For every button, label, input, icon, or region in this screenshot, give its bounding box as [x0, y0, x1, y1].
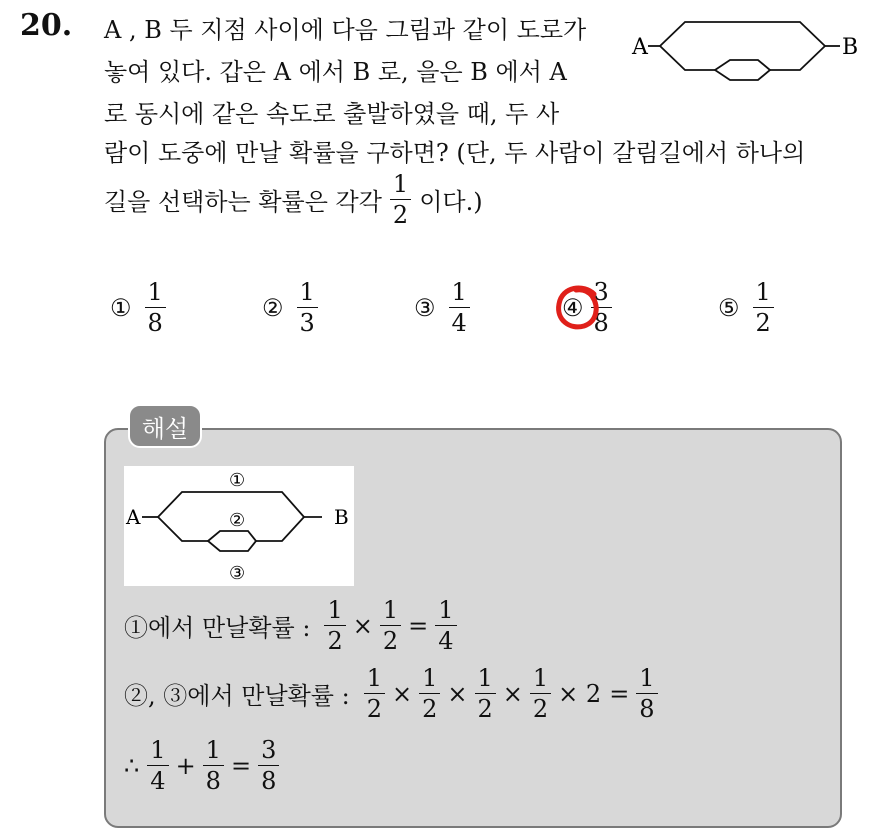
- denominator: 2: [475, 693, 496, 721]
- therefore-symbol: ∴: [124, 751, 140, 780]
- numerator: 1: [422, 664, 438, 692]
- road-diagram: [630, 14, 870, 84]
- choice-5-numerator: 1: [755, 278, 771, 306]
- choice-2-fraction: [297, 280, 318, 335]
- fraction-numerator: 1: [392, 170, 409, 198]
- fraction-denominator: 2: [390, 199, 411, 227]
- road-label-b: B: [842, 35, 859, 60]
- solution-road-diagram: [124, 466, 354, 586]
- choice-2-numerator: 1: [299, 278, 315, 306]
- denominator: 8: [636, 693, 657, 721]
- equals-sign: =: [609, 679, 630, 708]
- solution-tab: 해설: [128, 404, 202, 448]
- solution-line-2-prefix: ②, ③에서 만날확률 :: [124, 682, 350, 710]
- fraction: [419, 666, 440, 721]
- fraction: [636, 666, 657, 721]
- numerator: 1: [366, 664, 382, 692]
- denominator: 8: [258, 765, 279, 793]
- fraction: [364, 666, 385, 721]
- solution-label-b: B: [334, 505, 349, 529]
- denominator: 2: [380, 625, 401, 653]
- choice-1-numerator: 1: [147, 278, 163, 306]
- question-fraction: [390, 172, 411, 227]
- question-text-line-4: 람이 도중에 만날 확률을 구하면? (단, 두 사람이 갈림길에서 하나의: [104, 139, 806, 167]
- choice-4-mark: ④: [562, 293, 584, 322]
- operator: +: [175, 751, 196, 780]
- solution-line-1: [124, 598, 460, 653]
- choice-4-denominator: 8: [591, 307, 612, 335]
- numerator: 3: [261, 736, 277, 764]
- operator: × 2: [558, 679, 602, 708]
- denominator: 2: [324, 625, 345, 653]
- choice-4-selected-mark: [562, 294, 588, 322]
- path-2-label: ②: [229, 510, 246, 531]
- numerator: 1: [477, 664, 493, 692]
- solution-label-a: A: [126, 505, 141, 529]
- choice-3-fraction: [449, 280, 470, 335]
- fraction: [530, 666, 551, 721]
- path-1-label: ①: [229, 470, 246, 491]
- choice-1-mark: ①: [110, 293, 132, 322]
- choice-1-denominator: 8: [145, 307, 166, 335]
- road-label-a: A: [632, 35, 648, 60]
- fraction: [324, 598, 345, 653]
- operator: ×: [447, 679, 468, 708]
- question-text-line-3: 로 동시에 같은 속도로 출발하였을 때, 두 사: [104, 100, 560, 128]
- choice-5-mark: ⑤: [718, 293, 740, 322]
- choice-5-fraction: [753, 280, 774, 335]
- denominator: 2: [364, 693, 385, 721]
- question-text-line-1: A , B 두 지점 사이에 다음 그림과 같이 도로가: [104, 16, 587, 44]
- choice-5-denominator: 2: [753, 307, 774, 335]
- solution-line-3: [124, 738, 282, 793]
- denominator: 2: [419, 693, 440, 721]
- choice-3-mark: ③: [414, 293, 436, 322]
- choice-3[interactable]: [414, 280, 473, 335]
- choice-3-denominator: 4: [449, 307, 470, 335]
- fraction: [380, 598, 401, 653]
- numerator: 1: [639, 664, 655, 692]
- choice-2-mark: ②: [262, 293, 284, 322]
- question-text-line-5: [104, 172, 483, 227]
- equals-sign: =: [408, 611, 429, 640]
- choice-4[interactable]: [562, 280, 615, 335]
- numerator: 1: [205, 736, 221, 764]
- fraction: [203, 738, 224, 793]
- equals-sign: =: [230, 751, 252, 780]
- denominator: 2: [530, 693, 551, 721]
- choice-2[interactable]: [262, 280, 321, 335]
- numerator: 1: [532, 664, 549, 692]
- fraction: [435, 598, 456, 653]
- solution-line-1-prefix: ①에서 만날확률 :: [124, 614, 311, 642]
- numerator: 1: [150, 736, 166, 764]
- denominator: 4: [147, 765, 168, 793]
- choice-2-denominator: 3: [297, 307, 318, 335]
- denominator: 8: [203, 765, 224, 793]
- choice-1[interactable]: [110, 280, 169, 335]
- operator: ×: [352, 611, 373, 640]
- numerator: 1: [438, 596, 454, 624]
- path-3-label: ③: [229, 563, 246, 584]
- question-number: 20.: [20, 8, 73, 43]
- choice-3-numerator: 1: [451, 278, 467, 306]
- numerator: 1: [327, 596, 343, 624]
- choice-1-fraction: [145, 280, 166, 335]
- fraction: [475, 666, 496, 721]
- question-condition-end: 이다.): [419, 188, 483, 216]
- question-text-line-2: 놓여 있다. 갑은 A 에서 B 로, 을은 B 에서 A: [104, 58, 567, 86]
- denominator: 4: [435, 625, 456, 653]
- operator: ×: [392, 679, 413, 708]
- operator: ×: [502, 679, 523, 708]
- numerator: 1: [382, 596, 399, 624]
- question-condition-text: 길을 선택하는 확률은 각각: [104, 188, 382, 216]
- choice-4-numerator: 3: [593, 278, 609, 306]
- choice-5[interactable]: [718, 280, 777, 335]
- fraction: [258, 738, 279, 793]
- solution-line-2: [124, 666, 661, 721]
- fraction: [147, 738, 168, 793]
